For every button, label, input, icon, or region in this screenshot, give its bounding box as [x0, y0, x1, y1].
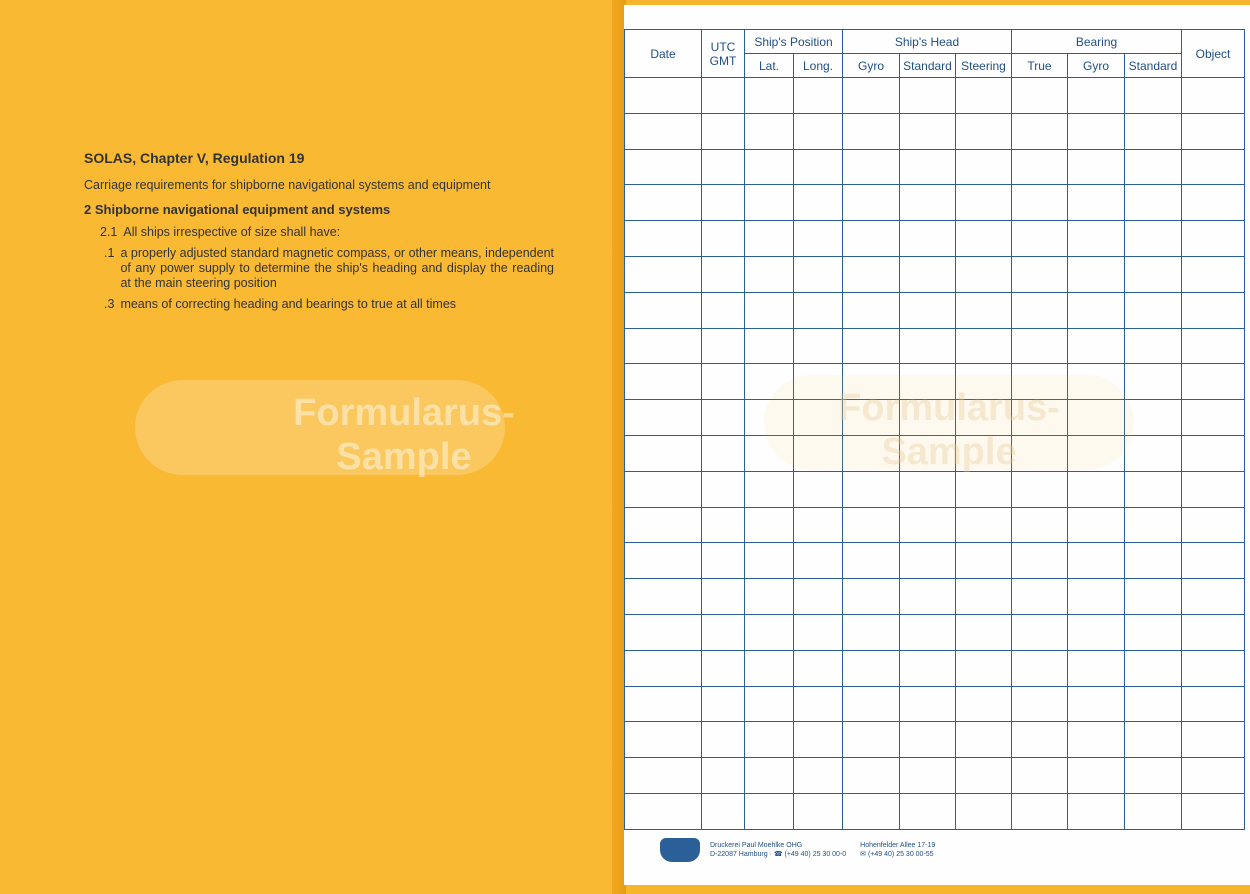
footer-address: Hohenfelder Allee 17-19	[860, 842, 936, 849]
table-cell[interactable]	[843, 292, 900, 328]
table-cell[interactable]	[900, 328, 956, 364]
table-cell[interactable]	[900, 78, 956, 114]
table-cell[interactable]	[625, 149, 702, 185]
table-cell[interactable]	[1125, 507, 1182, 543]
table-cell[interactable]	[794, 256, 843, 292]
header-bearing: Bearing	[1012, 30, 1182, 54]
table-cell[interactable]	[1012, 364, 1068, 400]
table-cell[interactable]	[1012, 507, 1068, 543]
item-text: means of correcting heading and bearings to true at all times	[120, 297, 457, 311]
table-cell[interactable]	[794, 328, 843, 364]
table-cell[interactable]	[1012, 328, 1068, 364]
table-cell[interactable]	[843, 579, 900, 615]
table-cell[interactable]	[843, 400, 900, 436]
table-cell[interactable]	[1068, 400, 1125, 436]
table-cell[interactable]	[794, 113, 843, 149]
table-cell[interactable]	[1012, 149, 1068, 185]
table-cell[interactable]	[900, 113, 956, 149]
header-bearing-gyro: Gyro	[1068, 54, 1125, 78]
table-cell[interactable]	[625, 686, 702, 722]
table-cell[interactable]	[1125, 78, 1182, 114]
watermark-line2: Sample	[336, 436, 472, 478]
table-cell[interactable]	[745, 507, 794, 543]
table-cell[interactable]	[843, 435, 900, 471]
table-cell[interactable]	[625, 256, 702, 292]
table-cell[interactable]	[900, 185, 956, 221]
table-cell[interactable]	[1068, 256, 1125, 292]
header-ships-head: Ship's Head	[843, 30, 1012, 54]
table-cell[interactable]	[745, 471, 794, 507]
clause	[84, 225, 554, 240]
table-cell[interactable]	[702, 185, 745, 221]
list-item	[84, 297, 554, 312]
table-cell[interactable]	[745, 400, 794, 436]
table-cell[interactable]	[1125, 328, 1182, 364]
table-cell[interactable]	[900, 650, 956, 686]
table-cell[interactable]	[900, 292, 956, 328]
table-cell[interactable]	[900, 507, 956, 543]
table-cell[interactable]	[702, 78, 745, 114]
table-cell[interactable]	[956, 793, 1012, 829]
table-cell[interactable]	[1182, 78, 1245, 114]
table-cell[interactable]	[794, 364, 843, 400]
table-cell[interactable]	[1012, 722, 1068, 758]
table-cell[interactable]	[1125, 543, 1182, 579]
watermark-line2: Sample	[881, 431, 1017, 473]
log-page	[624, 5, 1250, 885]
table-cell[interactable]	[745, 149, 794, 185]
footer-city: D-22087 Hamburg	[710, 851, 768, 858]
table-row	[625, 650, 1245, 686]
table-cell[interactable]	[1182, 614, 1245, 650]
table-cell[interactable]	[900, 722, 956, 758]
table-cell[interactable]	[794, 400, 843, 436]
header-ships-position: Ship's Position	[745, 30, 843, 54]
table-cell[interactable]	[1012, 400, 1068, 436]
table-cell[interactable]	[956, 758, 1012, 794]
table-cell[interactable]	[956, 185, 1012, 221]
table-cell[interactable]	[1068, 686, 1125, 722]
table-cell[interactable]	[843, 471, 900, 507]
table-cell[interactable]	[956, 292, 1012, 328]
table-cell[interactable]	[1012, 471, 1068, 507]
table-cell[interactable]	[745, 650, 794, 686]
table-cell[interactable]	[1125, 364, 1182, 400]
table-cell[interactable]	[702, 400, 745, 436]
header-date: Date	[625, 30, 702, 78]
header-lat: Lat.	[745, 54, 794, 78]
table-cell[interactable]	[1125, 471, 1182, 507]
header-steering: Steering	[956, 54, 1012, 78]
bearing-log-table	[624, 29, 1245, 830]
table-row	[625, 758, 1245, 794]
table-row	[625, 78, 1245, 114]
table-cell[interactable]	[956, 78, 1012, 114]
table-cell[interactable]	[1125, 686, 1182, 722]
table-row	[625, 435, 1245, 471]
table-cell[interactable]	[702, 793, 745, 829]
table-cell[interactable]	[900, 579, 956, 615]
table-cell[interactable]	[900, 400, 956, 436]
table-cell[interactable]	[1068, 650, 1125, 686]
table-cell[interactable]	[745, 364, 794, 400]
table-row	[625, 471, 1245, 507]
table-cell[interactable]	[1012, 185, 1068, 221]
table-cell[interactable]	[1068, 221, 1125, 257]
table-cell[interactable]	[1012, 614, 1068, 650]
table-cell[interactable]	[702, 113, 745, 149]
table-cell[interactable]	[745, 793, 794, 829]
table-cell[interactable]	[843, 328, 900, 364]
table-cell[interactable]	[1068, 328, 1125, 364]
table-cell[interactable]	[745, 543, 794, 579]
table-cell[interactable]	[702, 364, 745, 400]
table-cell[interactable]	[702, 507, 745, 543]
table-cell[interactable]	[1182, 471, 1245, 507]
table-cell[interactable]	[794, 185, 843, 221]
table-cell[interactable]	[702, 292, 745, 328]
table-cell[interactable]	[794, 471, 843, 507]
table-cell[interactable]	[1182, 221, 1245, 257]
table-cell[interactable]	[625, 650, 702, 686]
table-cell[interactable]	[956, 400, 1012, 436]
table-cell[interactable]	[794, 435, 843, 471]
table-row	[625, 292, 1245, 328]
table-cell[interactable]	[702, 579, 745, 615]
table-cell[interactable]	[1068, 614, 1125, 650]
table-row	[625, 364, 1245, 400]
table-cell[interactable]	[1012, 113, 1068, 149]
table-cell[interactable]	[1182, 650, 1245, 686]
header-bearing-standard: Standard	[1125, 54, 1182, 78]
table-cell[interactable]	[702, 650, 745, 686]
table-cell[interactable]	[1125, 758, 1182, 794]
table-cell[interactable]	[794, 507, 843, 543]
table-cell[interactable]	[625, 292, 702, 328]
table-cell[interactable]	[1125, 185, 1182, 221]
table-cell[interactable]	[1012, 758, 1068, 794]
table-cell[interactable]	[843, 686, 900, 722]
table-cell[interactable]	[900, 793, 956, 829]
table-cell[interactable]	[1125, 722, 1182, 758]
table-cell[interactable]	[1182, 256, 1245, 292]
table-cell[interactable]	[900, 471, 956, 507]
table-cell[interactable]	[745, 758, 794, 794]
table-cell[interactable]	[625, 364, 702, 400]
table-cell[interactable]	[625, 722, 702, 758]
table-cell[interactable]	[1125, 435, 1182, 471]
watermark	[135, 290, 515, 490]
table-cell[interactable]	[1012, 221, 1068, 257]
table-cell[interactable]	[900, 221, 956, 257]
table-cell[interactable]	[900, 149, 956, 185]
table-cell[interactable]	[1182, 364, 1245, 400]
table-cell[interactable]	[1068, 185, 1125, 221]
table-cell[interactable]	[625, 400, 702, 436]
table-cell[interactable]	[625, 758, 702, 794]
table-cell[interactable]	[702, 435, 745, 471]
table-row	[625, 722, 1245, 758]
table-cell[interactable]	[843, 185, 900, 221]
table-cell[interactable]	[625, 78, 702, 114]
table-cell[interactable]	[1012, 435, 1068, 471]
table-cell[interactable]	[1068, 579, 1125, 615]
table-row	[625, 614, 1245, 650]
table-cell[interactable]	[702, 686, 745, 722]
table-cell[interactable]	[625, 471, 702, 507]
table-cell[interactable]	[625, 614, 702, 650]
table-cell[interactable]	[794, 614, 843, 650]
table-cell[interactable]	[1182, 722, 1245, 758]
header-gyro: Gyro	[843, 54, 900, 78]
table-row	[625, 579, 1245, 615]
table-cell[interactable]	[702, 149, 745, 185]
table-row	[625, 328, 1245, 364]
table-cell[interactable]	[1182, 113, 1245, 149]
table-cell[interactable]	[956, 579, 1012, 615]
table-cell[interactable]	[1125, 256, 1182, 292]
table-cell[interactable]	[1068, 543, 1125, 579]
table-cell[interactable]	[843, 507, 900, 543]
table-cell[interactable]	[794, 686, 843, 722]
header-long: Long.	[794, 54, 843, 78]
table-row	[625, 793, 1245, 829]
table-cell[interactable]	[900, 758, 956, 794]
table-cell[interactable]	[843, 221, 900, 257]
table-cell[interactable]	[625, 185, 702, 221]
table-cell[interactable]	[1068, 292, 1125, 328]
table-cell[interactable]	[956, 221, 1012, 257]
table-cell[interactable]	[625, 579, 702, 615]
table-cell[interactable]	[843, 256, 900, 292]
publisher-logo	[660, 838, 700, 862]
footer-phone: (+49 40) 25 30 00-0	[784, 851, 847, 858]
table-cell[interactable]	[702, 614, 745, 650]
table-cell[interactable]	[702, 256, 745, 292]
table-cell[interactable]	[956, 543, 1012, 579]
table-cell[interactable]	[702, 221, 745, 257]
table-cell[interactable]	[745, 686, 794, 722]
table-cell[interactable]	[745, 292, 794, 328]
table-cell[interactable]	[794, 793, 843, 829]
table-cell[interactable]	[1182, 579, 1245, 615]
table-cell[interactable]	[745, 328, 794, 364]
table-cell[interactable]	[956, 364, 1012, 400]
table-cell[interactable]	[1012, 650, 1068, 686]
item-number: .1	[104, 246, 115, 260]
table-cell[interactable]	[956, 507, 1012, 543]
table-cell[interactable]	[1125, 113, 1182, 149]
table-cell[interactable]	[843, 78, 900, 114]
table-cell[interactable]	[745, 614, 794, 650]
table-row	[625, 686, 1245, 722]
table-cell[interactable]	[1125, 579, 1182, 615]
table-cell[interactable]	[1012, 793, 1068, 829]
table-cell[interactable]	[702, 722, 745, 758]
watermark-plate	[135, 380, 505, 475]
table-cell[interactable]	[1125, 650, 1182, 686]
table-cell[interactable]	[1068, 113, 1125, 149]
table-cell[interactable]	[794, 722, 843, 758]
table-cell[interactable]	[900, 686, 956, 722]
table-cell[interactable]	[956, 256, 1012, 292]
watermark-line1: Formularus-	[293, 392, 515, 434]
table-cell[interactable]	[745, 256, 794, 292]
table-cell[interactable]	[900, 364, 956, 400]
table-row	[625, 507, 1245, 543]
table-row	[625, 543, 1245, 579]
table-row	[625, 113, 1245, 149]
cover-page	[0, 0, 618, 894]
table-cell[interactable]	[794, 221, 843, 257]
table-cell[interactable]	[1068, 435, 1125, 471]
table-cell[interactable]	[1012, 543, 1068, 579]
table-cell[interactable]	[1125, 793, 1182, 829]
table-cell[interactable]	[794, 78, 843, 114]
table-cell[interactable]	[900, 614, 956, 650]
table-cell[interactable]	[794, 292, 843, 328]
table-cell[interactable]	[1125, 614, 1182, 650]
table-cell[interactable]	[702, 471, 745, 507]
table-cell[interactable]	[1068, 758, 1125, 794]
table-cell[interactable]	[794, 579, 843, 615]
table-cell[interactable]	[625, 113, 702, 149]
table-cell[interactable]	[1068, 78, 1125, 114]
table-cell[interactable]	[956, 650, 1012, 686]
table-cell[interactable]	[956, 722, 1012, 758]
table-cell[interactable]	[745, 78, 794, 114]
table-row	[625, 256, 1245, 292]
table-cell[interactable]	[900, 256, 956, 292]
table-cell[interactable]	[1012, 256, 1068, 292]
list-item	[84, 246, 554, 291]
table-cell[interactable]	[1068, 149, 1125, 185]
table-cell[interactable]	[702, 328, 745, 364]
header-utc-gmt: UTC GMT	[702, 30, 745, 78]
table-cell[interactable]	[956, 686, 1012, 722]
table-cell[interactable]	[843, 614, 900, 650]
table-cell[interactable]	[794, 543, 843, 579]
table-cell[interactable]	[745, 722, 794, 758]
table-cell[interactable]	[843, 758, 900, 794]
header-object: Object	[1182, 30, 1245, 78]
table-cell[interactable]	[745, 579, 794, 615]
publisher-footer: Druckerei Paul Moehlke OHG D-22087 Hamburg · ☎ (+49 40) 25 30 00-0 Hohenfelder Allee 17-19 ✉ (+49 40) 25 30 00-55	[660, 835, 935, 865]
table-row	[625, 185, 1245, 221]
regulation-heading: SOLAS, Chapter V, Regulation 19	[84, 150, 305, 166]
table-cell[interactable]	[1068, 507, 1125, 543]
table-row	[625, 221, 1245, 257]
table-cell[interactable]	[956, 435, 1012, 471]
table-cell[interactable]	[956, 149, 1012, 185]
regulation-subheading: Carriage requirements for shipborne navigational systems and equipment	[84, 178, 491, 192]
table-cell[interactable]	[843, 722, 900, 758]
item-number: .3	[104, 297, 115, 311]
table-cell[interactable]	[1068, 793, 1125, 829]
footer-fax: (+49 40) 25 30 00-55	[867, 851, 934, 858]
table-cell[interactable]	[1125, 149, 1182, 185]
table-cell[interactable]	[1182, 793, 1245, 829]
table-cell[interactable]	[1182, 507, 1245, 543]
table-cell[interactable]	[843, 364, 900, 400]
table-cell[interactable]	[702, 543, 745, 579]
table-cell[interactable]	[956, 113, 1012, 149]
table-cell[interactable]	[1125, 292, 1182, 328]
table-cell[interactable]	[745, 221, 794, 257]
table-cell[interactable]	[956, 328, 1012, 364]
table-cell[interactable]	[1182, 149, 1245, 185]
table-cell[interactable]	[625, 507, 702, 543]
section-title: 2 Shipborne navigational equipment and systems	[84, 202, 391, 217]
table-cell[interactable]	[1012, 686, 1068, 722]
table-cell[interactable]	[843, 113, 900, 149]
table-row	[625, 400, 1245, 436]
table-cell[interactable]	[625, 328, 702, 364]
table-cell[interactable]	[1068, 722, 1125, 758]
table-cell[interactable]	[745, 185, 794, 221]
table-cell[interactable]	[900, 435, 956, 471]
table-cell[interactable]	[794, 650, 843, 686]
table-row	[625, 149, 1245, 185]
table-cell[interactable]	[1182, 435, 1245, 471]
table-cell[interactable]	[794, 149, 843, 185]
table-cell[interactable]	[843, 543, 900, 579]
table-cell[interactable]	[1125, 221, 1182, 257]
table-cell[interactable]	[625, 221, 702, 257]
table-cell[interactable]	[625, 543, 702, 579]
item-text: a properly adjusted standard magnetic compass, or other means, independent of any power supply to determine the ship's heading and display the reading at the main steering position	[120, 246, 554, 290]
table-cell[interactable]	[1012, 579, 1068, 615]
regulation-text	[84, 150, 554, 318]
header-standard: Standard	[900, 54, 956, 78]
table-cell[interactable]	[1182, 185, 1245, 221]
table-cell[interactable]	[1068, 471, 1125, 507]
table-cell[interactable]	[745, 113, 794, 149]
table-cell[interactable]	[1182, 292, 1245, 328]
table-cell[interactable]	[1068, 364, 1125, 400]
table-cell[interactable]	[1012, 292, 1068, 328]
watermark-line1: Formularus-	[838, 387, 1060, 429]
table-cell[interactable]	[843, 793, 900, 829]
table-cell[interactable]	[956, 471, 1012, 507]
table-cell[interactable]	[1182, 400, 1245, 436]
table-cell[interactable]	[843, 650, 900, 686]
clause-number: 2.1	[100, 225, 118, 239]
table-cell[interactable]	[900, 543, 956, 579]
table-cell[interactable]	[745, 435, 794, 471]
table-cell[interactable]	[1125, 400, 1182, 436]
clause-text: All ships irrespective of size shall have:	[123, 225, 341, 239]
table-cell[interactable]	[956, 614, 1012, 650]
table-cell[interactable]	[1182, 686, 1245, 722]
table-cell[interactable]	[1012, 78, 1068, 114]
table-cell[interactable]	[625, 435, 702, 471]
footer-company: Druckerei Paul Moehlke OHG	[710, 842, 803, 849]
table-cell[interactable]	[1182, 543, 1245, 579]
table-cell[interactable]	[843, 149, 900, 185]
table-cell[interactable]	[794, 758, 843, 794]
table-cell[interactable]	[625, 793, 702, 829]
table-cell[interactable]	[1182, 758, 1245, 794]
header-true: True	[1012, 54, 1068, 78]
table-cell[interactable]	[702, 758, 745, 794]
table-cell[interactable]	[1182, 328, 1245, 364]
